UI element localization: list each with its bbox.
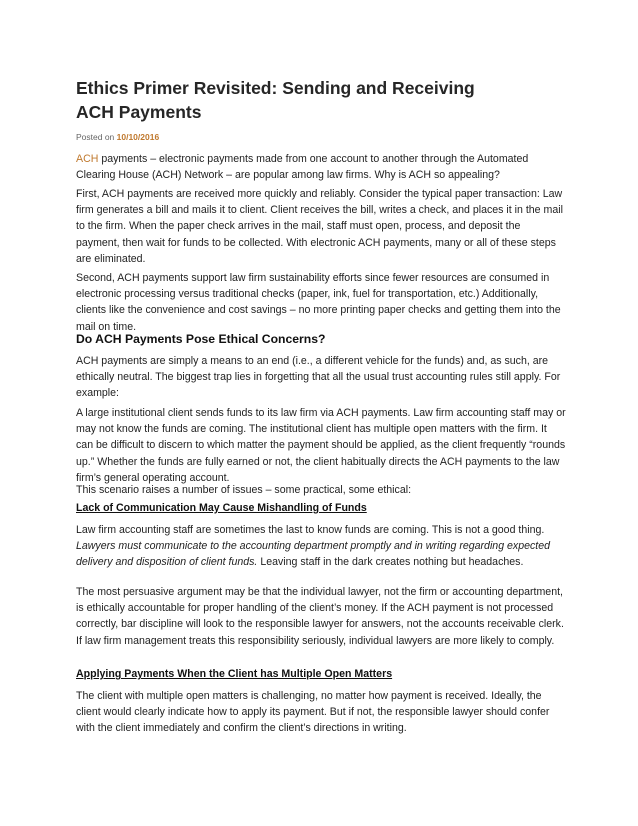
paragraph-example: A large institutional client sends funds to its law firm via ACH payments. Law firm accounting staff may or may not know the funds are coming. The institutional client has multiple open matters with the firm. It can be difficult to discern to which matter the payment should be applied, as the client frequently “rounds up.” Whether the funds are fully earned or not, the client habitually directs the ACH payments to the law firm’s general operating account. (76, 407, 566, 484)
lack-emphasis: Lawyers must communicate to the accounting department promptly and in writing regarding expected delivery and disposition of client funds. (76, 540, 551, 569)
heading-lack-of-communication: Lack of Communication May Cause Mishandling of Funds (76, 502, 367, 514)
posted-date[interactable]: 10/10/2016 (116, 132, 160, 142)
lack-text-1: Law firm accounting staff are sometimes the last to know funds are coming. This is not a good thing. (76, 524, 545, 536)
intro-text: payments – electronic payments made from one account to another through the Automated Clearing House (ACH) Network – are popular among law firms. Why is ACH so appealing? (76, 153, 529, 182)
title-line-1: Ethics Primer Revisited: Sending and Receiving (76, 78, 475, 98)
paragraph-persuasive: The most persuasive argument may be that the individual lawyer, not the firm or accounting department, is ethically accountable for proper handling of the client’s money. If the ACH payment is not processed correctly, bar discipline will look to the responsible lawyer for answers, not the accounts receivable clerk. If law firm management treats this responsibility seriously, individual lawyers are more likely to comply. (76, 586, 564, 647)
paragraph-means: ACH payments are simply a means to an end (i.e., a different vehicle for the funds) and, as such, are ethically neutral. The biggest trap lies in forgetting that all the usual trust accounting rules still apply. For example: (76, 355, 561, 400)
ach-link[interactable]: ACH (76, 153, 99, 165)
heading-ethical-concerns: Do ACH Payments Pose Ethical Concerns? (76, 332, 326, 346)
lack-text-2: Leaving staff in the dark creates nothing but headaches. (257, 556, 524, 569)
paragraph-scenario: This scenario raises a number of issues – some practical, some ethical: (76, 484, 412, 496)
heading-applying-payments: Applying Payments When the Client has Multiple Open Matters (76, 668, 393, 680)
paragraph-lack (76, 522, 566, 571)
paragraph-applying: The client with multiple open matters is challenging, no matter how payment is received. Ideally, the client would clearly indicate how to apply its payment. But if not, the responsible lawyer should confer with the client immediately and confirm the client’s directions in writing. (76, 690, 550, 735)
paragraph-first: First, ACH payments are received more quickly and reliably. Consider the typical paper transaction: Law firm generates a bill and mails it to client. Client receives the bill, writes a check, and places it in the mail to the firm. When the paper check arrives in the mail, staff must open, process, and deposit the payment, then wait for funds to be collected. With electronic ACH payments, many or all of these steps are eliminated. (76, 188, 563, 265)
intro-paragraph (76, 151, 566, 183)
posted-prefix: Posted on (76, 132, 117, 142)
paragraph-second: Second, ACH payments support law firm sustainability efforts since fewer resources are consumed in electronic processing versus traditional checks (paper, ink, fuel for transportation, etc.) Additionally, clients like the convenience and cost savings – no more printing paper checks and getting them into the mail on time. (76, 272, 561, 333)
title-line-2: ACH Payments (76, 102, 202, 122)
article-title (76, 76, 568, 124)
posted-line (76, 132, 159, 142)
